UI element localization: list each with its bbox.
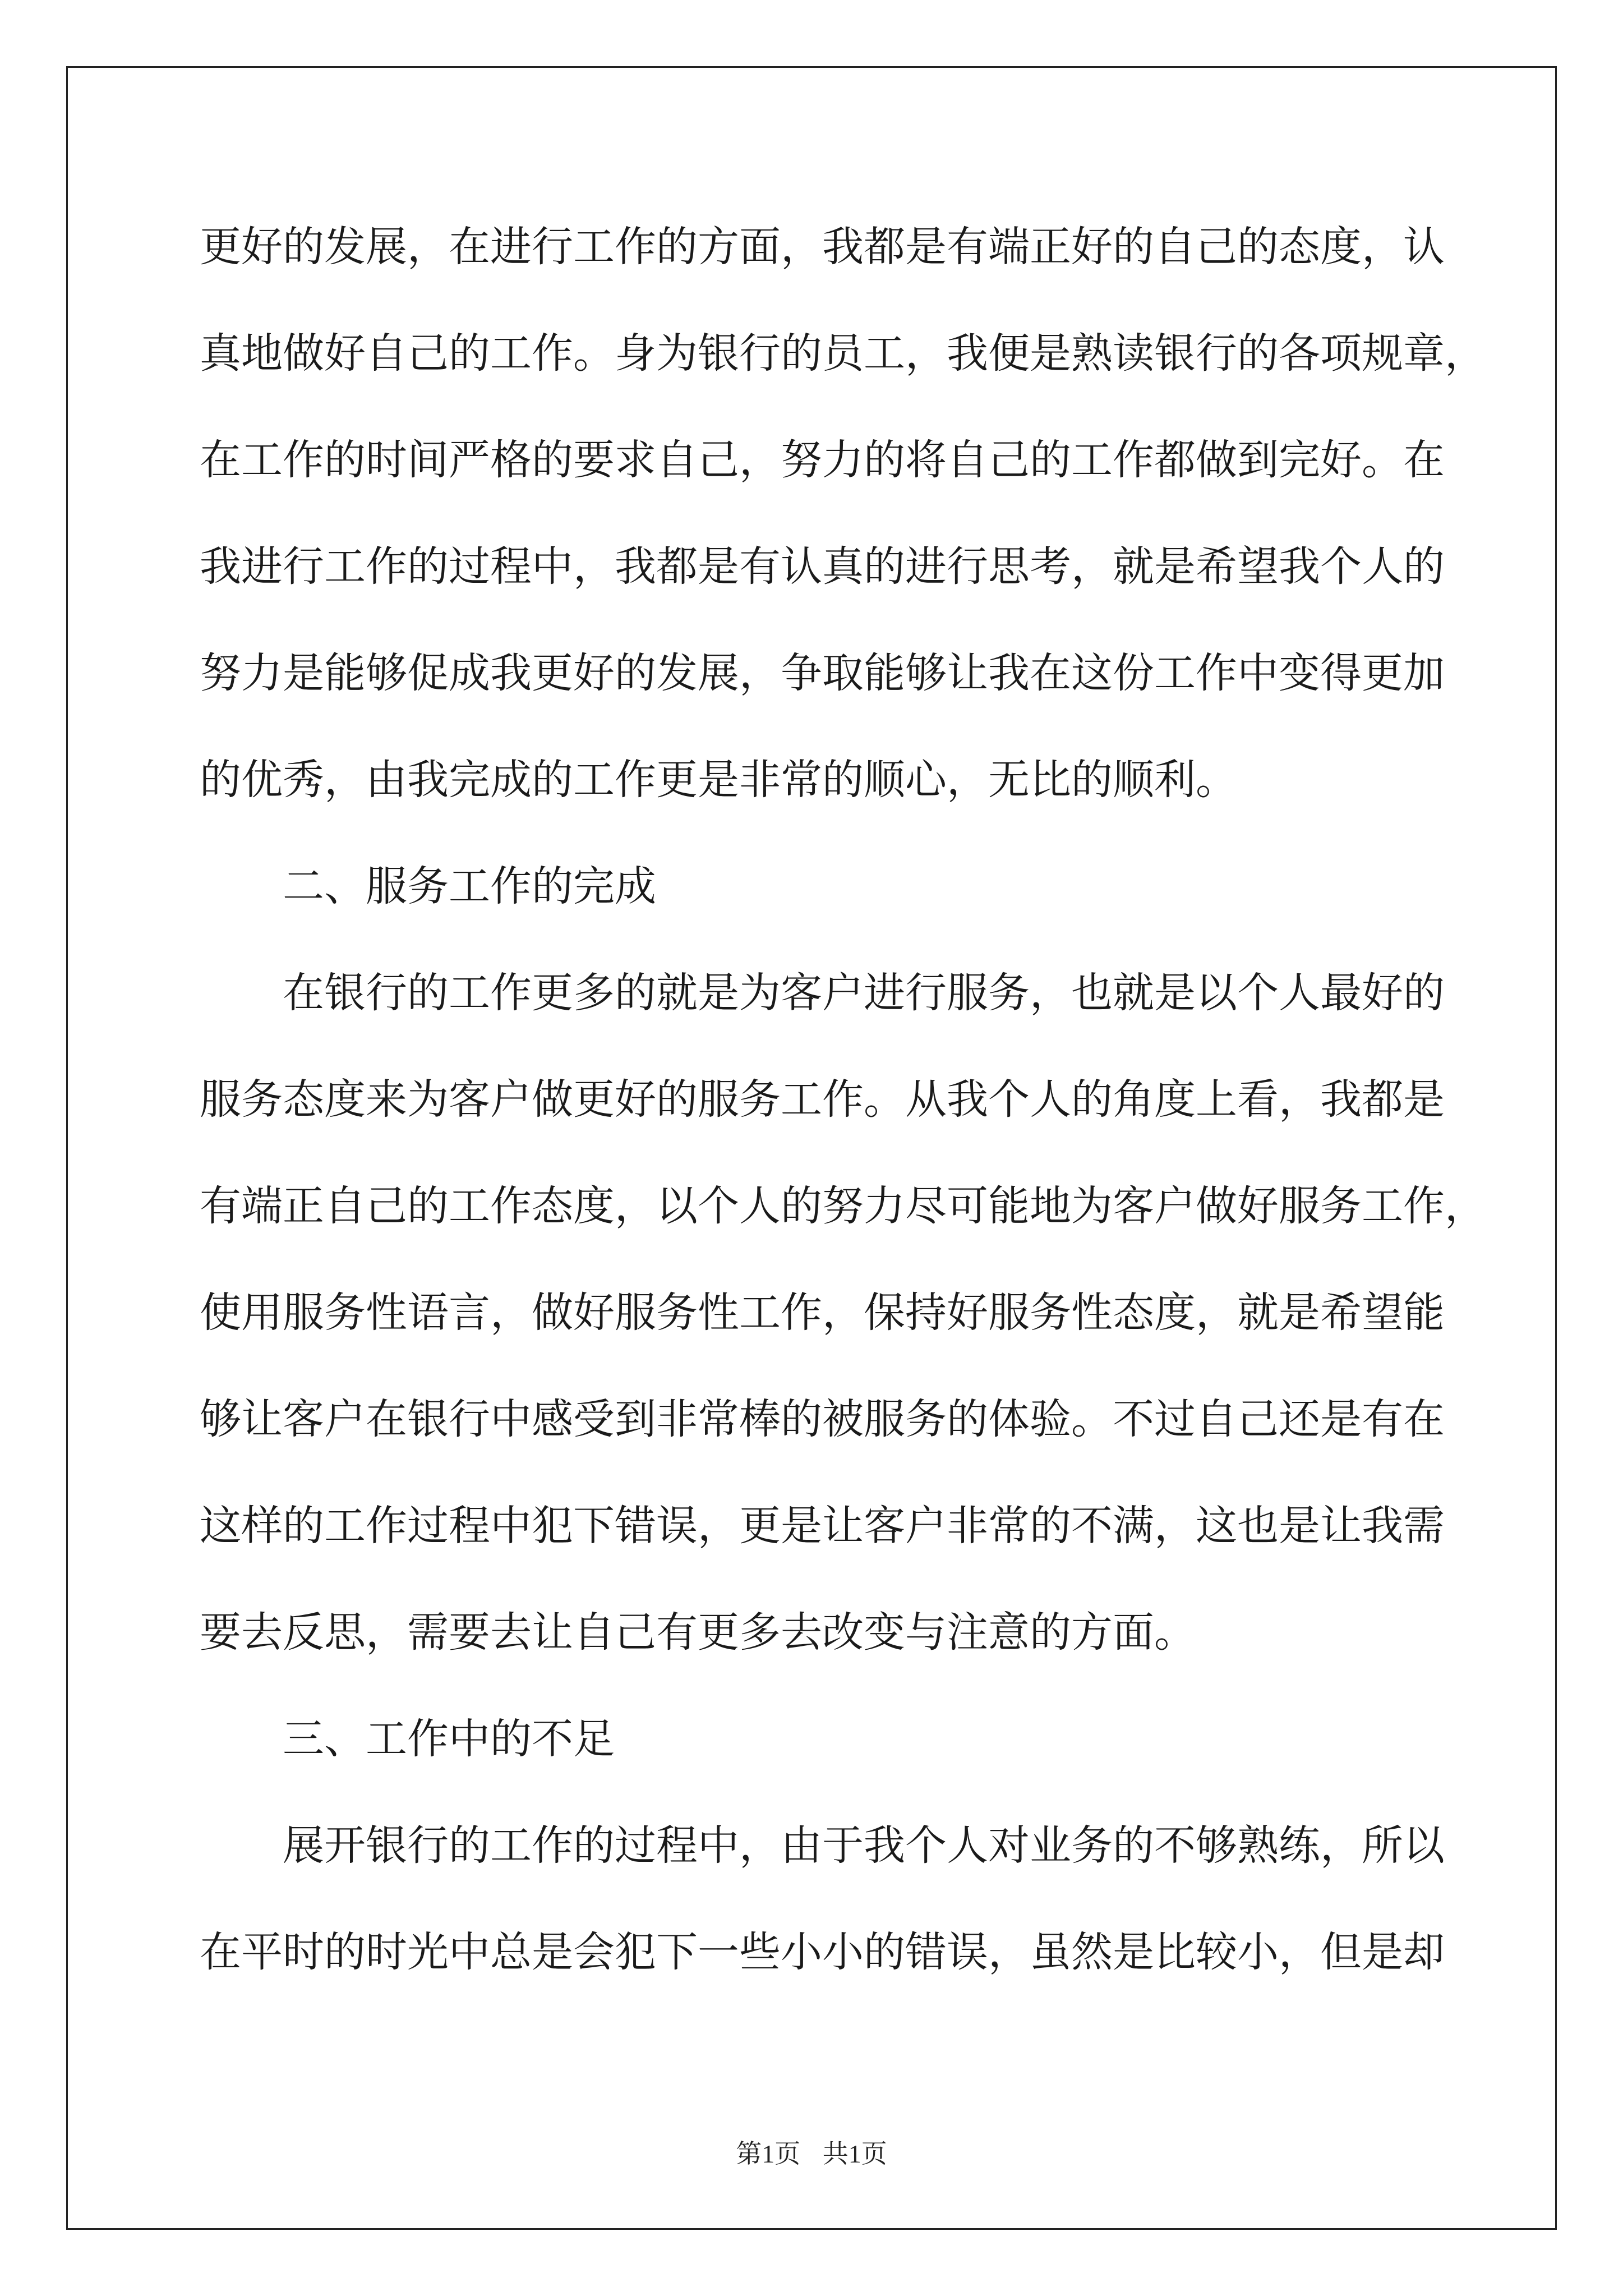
text-line: 我进行工作的过程中，我都是有认真的进行思考，就是希望我个人的 xyxy=(200,542,1445,591)
text-line: 服务态度来为客户做更好的服务工作。从我个人的角度上看，我都是 xyxy=(200,1075,1445,1124)
text-line: 在银行的工作更多的就是为客户进行服务，也就是以个人最好的 xyxy=(283,969,1445,1017)
text-line: 要去反思，需要去让自己有更多去改变与注意的方面。 xyxy=(200,1608,1196,1657)
text-line: 展开银行的工作的过程中，由于我个人对业务的不够熟练，所以 xyxy=(283,1821,1445,1870)
text-line: 这样的工作过程中犯下错误，更是让客户非常的不满，这也是让我需 xyxy=(200,1502,1445,1550)
text-line: 够让客户在银行中感受到非常棒的被服务的体验。不过自己还是有在 xyxy=(200,1395,1445,1443)
document-body xyxy=(200,216,1486,2028)
text-line: 在工作的时间严格的要求自己，努力的将自己的工作都做到完好。在 xyxy=(200,436,1445,484)
page-footer xyxy=(0,2137,1623,2171)
text-line: 在平时的时光中总是会犯下一些小小的错误，虽然是比较小，但是却 xyxy=(200,1928,1445,1976)
page-total: 共1页 xyxy=(822,2139,887,2168)
text-line: 使用服务性语言，做好服务性工作，保持好服务性态度，就是希望能 xyxy=(200,1289,1445,1337)
text-line: 有端正自己的工作态度，以个人的努力尽可能地为客户做好服务工作， xyxy=(200,1182,1486,1230)
section-heading: 二、服务工作的完成 xyxy=(283,862,656,910)
text-line: 更好的发展，在进行工作的方面，我都是有端正好的自己的态度，认 xyxy=(200,223,1445,271)
text-line: 真地做好自己的工作。身为银行的员工，我便是熟读银行的各项规章， xyxy=(200,329,1486,378)
section-heading: 三、工作中的不足 xyxy=(283,1715,615,1763)
text-line: 努力是能够促成我更好的发展，争取能够让我在这份工作中变得更加 xyxy=(200,649,1445,697)
page-number: 第1页 xyxy=(736,2139,801,2168)
text-line: 的优秀，由我完成的工作更是非常的顺心，无比的顺利。 xyxy=(200,756,1237,804)
